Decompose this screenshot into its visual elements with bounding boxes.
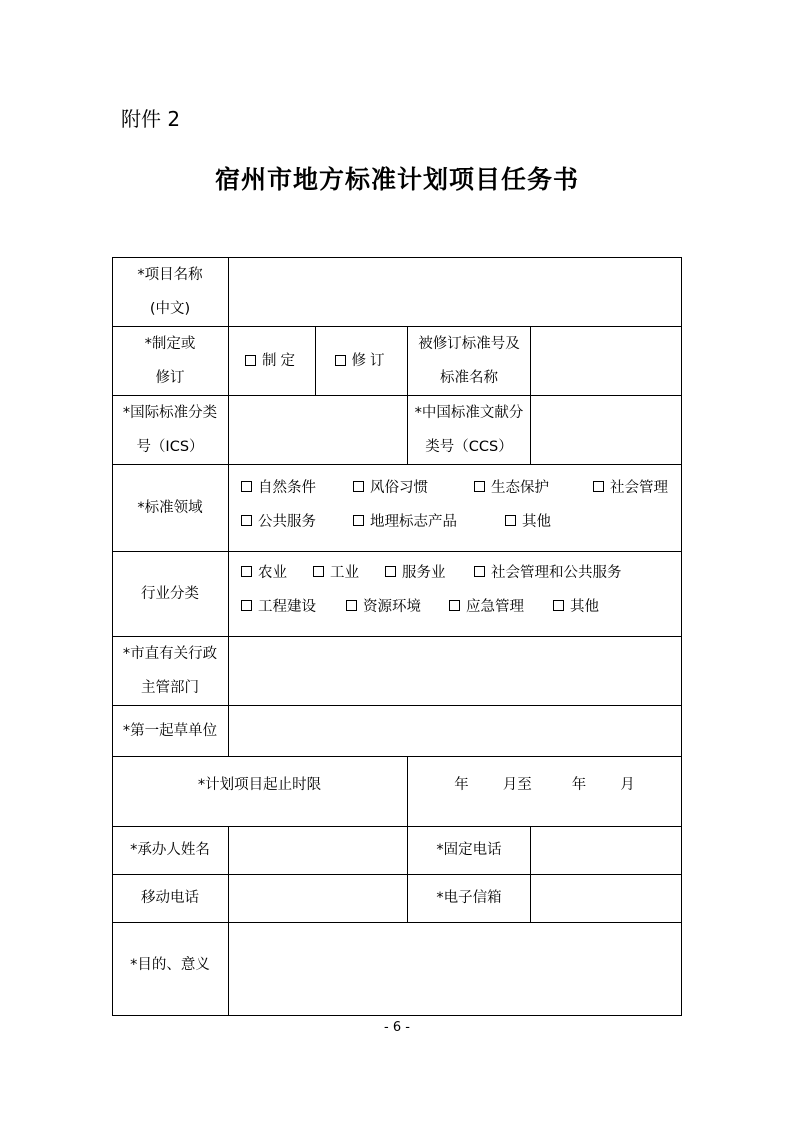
industry-option[interactable]: 资源环境 <box>346 595 421 616</box>
industry-option[interactable]: 农业 <box>241 561 287 582</box>
checkbox-icon <box>245 355 256 366</box>
page-number: - 6 - <box>384 1020 410 1035</box>
checkbox-revise[interactable]: 修订 <box>316 326 407 395</box>
domain-options <box>229 464 681 551</box>
industry-option[interactable]: 工业 <box>313 561 359 582</box>
checkbox-icon <box>353 515 364 526</box>
revised-standard-field[interactable] <box>531 327 681 395</box>
domain-option[interactable]: 地理标志产品 <box>353 510 457 531</box>
contact-name-field[interactable] <box>229 827 407 874</box>
phone-field[interactable] <box>531 827 681 874</box>
mobile-label: 移动电话 <box>141 890 199 906</box>
purpose-label: *目的、意义 <box>130 957 210 973</box>
email-label: *电子信箱 <box>436 890 502 906</box>
industry-option[interactable]: 应急管理 <box>449 595 524 616</box>
checkbox-icon <box>313 566 324 577</box>
industry-options <box>229 551 681 636</box>
purpose-field[interactable] <box>229 923 681 1015</box>
revised-standard-label: 被修订标准号及 标准名称 <box>418 335 520 386</box>
checkbox-icon <box>241 515 252 526</box>
page-title: 宿州市地方标准计划项目任务书 <box>214 165 579 194</box>
domain-option[interactable]: 社会管理 <box>593 476 668 497</box>
domain-option[interactable]: 生态保护 <box>474 476 549 497</box>
drafter-label: *第一起草单位 <box>122 722 218 739</box>
project-name-field[interactable] <box>229 258 681 326</box>
ccs-field[interactable] <box>531 396 681 464</box>
domain-label: *标准领域 <box>137 499 203 516</box>
checkbox-icon <box>593 481 604 492</box>
checkbox-icon <box>474 481 485 492</box>
attachment-label: 附件 2 <box>121 107 181 131</box>
checkbox-icon <box>353 481 364 492</box>
domain-option[interactable]: 公共服务 <box>241 510 316 531</box>
domain-option[interactable]: 自然条件 <box>241 476 316 497</box>
domain-option[interactable]: 其他 <box>505 510 551 531</box>
checkbox-icon <box>449 600 460 611</box>
checkbox-icon <box>346 600 357 611</box>
drafter-field[interactable] <box>229 706 681 756</box>
project-name-label: *项目名称 (中文) <box>137 266 203 317</box>
ics-label: *国际标准分类 号（ICS） <box>122 404 218 455</box>
industry-option[interactable]: 社会管理和公共服务 <box>474 561 622 582</box>
industry-option[interactable]: 服务业 <box>385 561 446 582</box>
checkbox-icon <box>385 566 396 577</box>
checkbox-icon <box>241 566 252 577</box>
domain-option[interactable]: 风俗习惯 <box>353 476 428 497</box>
industry-label: 行业分类 <box>141 585 199 602</box>
checkbox-icon <box>335 355 346 366</box>
industry-option[interactable]: 工程建设 <box>241 595 316 616</box>
ics-field[interactable] <box>229 396 407 464</box>
revise-label: *制定或 修订 <box>144 335 196 386</box>
period-label: *计划项目起止时限 <box>197 777 322 793</box>
ccs-label: *中国标准文献分 类号（CCS） <box>414 404 524 455</box>
period-field[interactable]: 年 月至 年 月 <box>454 777 635 793</box>
checkbox-icon <box>241 481 252 492</box>
checkbox-icon <box>474 566 485 577</box>
checkbox-formulate[interactable]: 制定 <box>229 326 315 395</box>
mobile-field[interactable] <box>229 875 407 922</box>
authority-field[interactable] <box>229 637 681 705</box>
authority-label: *市直有关行政 主管部门 <box>122 645 218 696</box>
checkbox-icon <box>241 600 252 611</box>
phone-label: *固定电话 <box>436 842 502 858</box>
checkbox-icon <box>553 600 564 611</box>
email-field[interactable] <box>531 875 681 922</box>
industry-option[interactable]: 其他 <box>553 595 599 616</box>
contact-name-label: *承办人姓名 <box>130 842 210 858</box>
checkbox-icon <box>505 515 516 526</box>
